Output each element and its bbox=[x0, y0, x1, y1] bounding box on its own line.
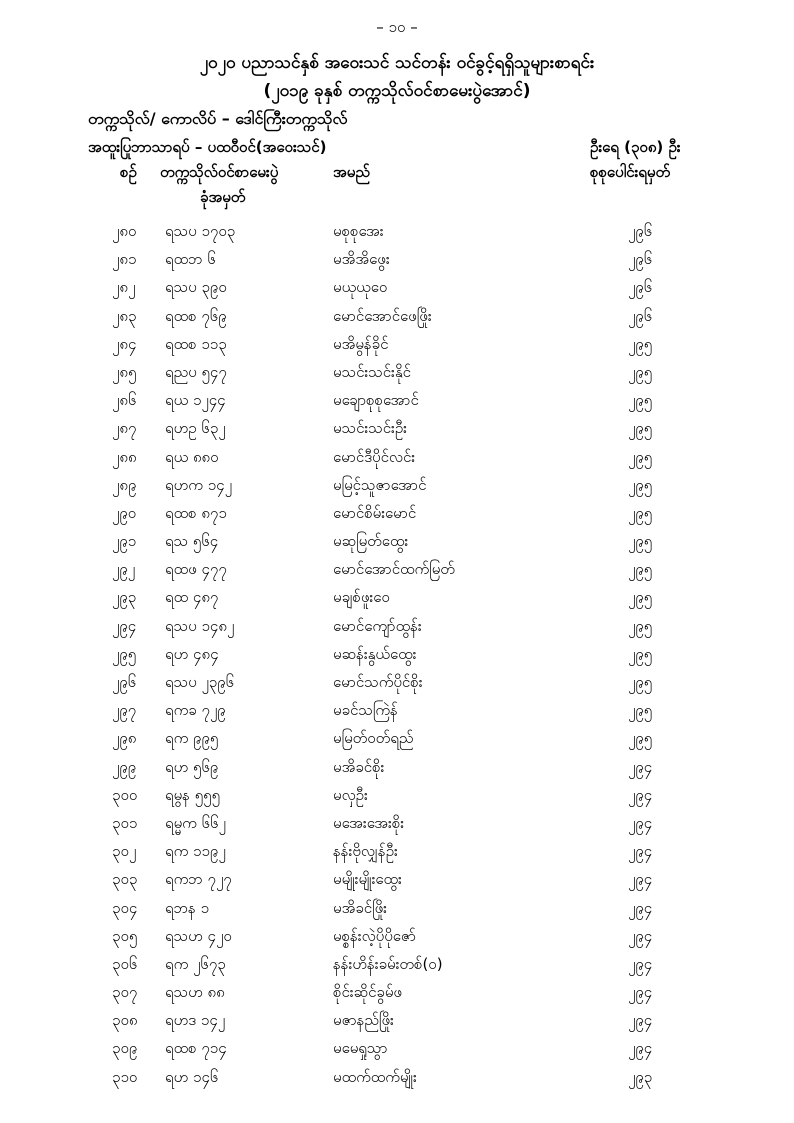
total-marks: ၂၉၄ bbox=[628, 757, 653, 776]
roll-number: ရယ ၁၂၄၄ bbox=[165, 391, 226, 410]
row-number: ၃၀၈ bbox=[112, 1011, 138, 1030]
table-row bbox=[0, 560, 794, 588]
row-number: ၃၀၉ bbox=[112, 1039, 138, 1058]
student-name: မအိခင်ဖြိုး bbox=[333, 898, 387, 917]
roll-number: ရဟ ၁၄၆ bbox=[165, 1067, 219, 1086]
student-name: မောင်သက်ပိုင်စိုး bbox=[333, 673, 423, 691]
student-name: မသင်းသင်းနိုင် bbox=[333, 362, 411, 381]
table-row bbox=[0, 307, 794, 335]
total-marks: ၂၉၄ bbox=[628, 954, 653, 973]
column-header-marks: စုစုပေါင်းရမှတ် bbox=[590, 163, 671, 181]
roll-number: ရသပ ၃၉၀ bbox=[165, 278, 227, 297]
total-marks: ၂၉၅ bbox=[628, 503, 653, 522]
row-number: ၂၉၃ bbox=[112, 588, 137, 607]
row-number: ၂၈၁ bbox=[112, 250, 137, 269]
total-marks: ၂၉၅ bbox=[628, 560, 653, 579]
total-marks: ၂၉၄ bbox=[628, 1011, 653, 1030]
total-marks: ၂၉၅ bbox=[628, 475, 653, 494]
roll-number: ရသဟ ၄၂၀ bbox=[165, 926, 232, 945]
total-marks: ၂၉၅ bbox=[628, 588, 653, 607]
table-row bbox=[0, 1068, 794, 1096]
roll-number: ရသပ ၁၇၀၃ bbox=[165, 222, 236, 240]
student-name: မအိမွန်ခိုင် bbox=[333, 334, 389, 353]
table-row bbox=[0, 419, 794, 447]
column-header-name: အမည် bbox=[333, 163, 370, 181]
table-row bbox=[0, 363, 794, 391]
student-name: မဆုမြတ်ထွေး bbox=[333, 532, 409, 551]
student-name: မအိအိဖွေး bbox=[333, 250, 390, 269]
row-number: ၃၀၃ bbox=[112, 870, 138, 889]
row-number: ၃၁၀ bbox=[112, 1067, 138, 1086]
roll-number: ရဟ ၅၆၉ bbox=[165, 757, 219, 776]
roll-number: ရဟက ၁၄၂ bbox=[165, 475, 232, 494]
column-header-no: စဉ် bbox=[120, 163, 137, 181]
student-name: မချောစုစုအောင် bbox=[333, 391, 419, 410]
student-list bbox=[0, 222, 794, 1096]
total-marks: ၂၉၃ bbox=[628, 1067, 653, 1086]
total-marks: ၂၉၄ bbox=[628, 842, 653, 861]
student-name: မလှဦး bbox=[333, 785, 368, 804]
roll-number: ရက ၂၆၇၃ bbox=[165, 954, 226, 973]
roll-number: ရက ၉၉၅ bbox=[165, 729, 219, 748]
table-row bbox=[0, 927, 794, 955]
roll-number: ရထစ ၇၆၉ bbox=[165, 306, 227, 325]
table-row bbox=[0, 899, 794, 927]
table-row bbox=[0, 645, 794, 673]
total-marks: ၂၉၅ bbox=[628, 729, 653, 748]
row-number: ၃၀၅ bbox=[112, 926, 138, 945]
row-number: ၂၈၆ bbox=[112, 391, 137, 410]
row-number: ၃၀၄ bbox=[112, 898, 138, 917]
table-row bbox=[0, 504, 794, 532]
student-name: မောင်အောင်ဖေဖြိုး bbox=[333, 306, 432, 325]
total-marks: ၂၉၅ bbox=[628, 701, 653, 720]
table-row bbox=[0, 476, 794, 504]
total-marks: ၂၉၆ bbox=[628, 250, 653, 269]
page-number: – ၁၀ – bbox=[376, 18, 418, 36]
roll-number: ရထစ ၇၁၄ bbox=[165, 1039, 227, 1058]
student-name: နန်းဗိုလျှန်ဦး bbox=[333, 842, 398, 861]
table-row bbox=[0, 588, 794, 616]
row-number: ၂၉၄ bbox=[112, 616, 137, 635]
roll-number: ရဟ ၄၈၄ bbox=[165, 644, 219, 663]
student-name: မစုစုအေး bbox=[333, 222, 384, 240]
table-row bbox=[0, 870, 794, 898]
student-name: မသင်းသင်းဦး bbox=[333, 419, 407, 438]
column-header-roll: တက္ကသိုလ်ဝင်စာမေးပွဲ bbox=[160, 163, 279, 181]
table-row bbox=[0, 758, 794, 786]
student-name: နန်းဟိန်းခမ်းတစ်(ဝ) bbox=[333, 954, 443, 973]
student-name: မဆန်းနွယ်ထွေး bbox=[333, 644, 417, 663]
table-row bbox=[0, 222, 794, 250]
table-row bbox=[0, 842, 794, 870]
row-number: ၃၀၀ bbox=[112, 785, 138, 804]
row-number: ၂၉၈ bbox=[112, 729, 137, 748]
student-name: မယုယုဝေ bbox=[333, 278, 388, 297]
major-line: အထူးပြုဘာသာရပ် – ပထဝီဝင်(အဝေးသင်) bbox=[88, 138, 327, 156]
table-row bbox=[0, 701, 794, 729]
total-marks: ၂၉၅ bbox=[628, 447, 653, 466]
student-name: မအေးအေးစိုး bbox=[333, 813, 405, 832]
total-marks: ၂၉၄ bbox=[628, 785, 653, 804]
total-marks: ၂၉၆ bbox=[628, 222, 653, 240]
student-name: မအိခင်စိုး bbox=[333, 757, 385, 776]
column-header-roll-2: ခုံအမှတ် bbox=[200, 188, 246, 206]
row-number: ၂၈၉ bbox=[112, 475, 137, 494]
table-row bbox=[0, 532, 794, 560]
total-marks: ၂၉၅ bbox=[628, 616, 653, 635]
row-number: ၂၉၂ bbox=[112, 560, 136, 579]
student-name: မမြင့်သူဇာအောင် bbox=[333, 475, 427, 494]
total-marks: ၂၉၄ bbox=[628, 898, 653, 917]
student-name: မထက်ထက်မျိုး bbox=[333, 1067, 417, 1086]
student-name: မောင်ကျော်ထွန်း bbox=[333, 616, 422, 635]
student-name: မမြတ်ဝတ်ရည် bbox=[333, 729, 414, 748]
roll-number: ရထစ ၈၇၁ bbox=[165, 503, 227, 522]
student-name: မမျိုးမျိုးထွေး bbox=[333, 870, 402, 889]
roll-number: ရထဘ ၆ bbox=[165, 250, 216, 269]
table-row bbox=[0, 729, 794, 757]
total-marks: ၂၉၅ bbox=[628, 391, 653, 410]
document-title: ၂၀၂၀ ပညာသင်နှစ် အဝေးသင် သင်တန်း ဝင်ခွင့်ရရှိသူများစာရင်း bbox=[199, 53, 595, 73]
student-name: မစ္စန်းလဲ့ပိုပိုဇော် bbox=[333, 926, 416, 945]
row-number: ၂၈၃ bbox=[112, 306, 137, 325]
roll-number: ရသပ ၂၃၉၆ bbox=[165, 673, 235, 691]
total-marks: ၂၉၄ bbox=[628, 926, 653, 945]
roll-number: ရညပ ၅၄၇ bbox=[165, 362, 227, 381]
row-number: ၂၉၁ bbox=[112, 532, 137, 551]
table-row bbox=[0, 814, 794, 842]
roll-number: ရထဖ ၄၇၇ bbox=[165, 560, 227, 579]
row-number: ၂၈၅ bbox=[112, 362, 137, 381]
student-name: မမေရှုသွာ bbox=[333, 1039, 388, 1058]
total-marks: ၂၉၅ bbox=[628, 334, 653, 353]
table-row bbox=[0, 250, 794, 278]
total-count: ဦးရေ (၃၀၈) ဦး bbox=[590, 138, 681, 156]
roll-number: ရမွန ၅၅၅ bbox=[165, 785, 221, 804]
student-name: စိုင်းဆိုင်ခွမ်ဖ bbox=[333, 983, 402, 1002]
roll-number: ရဟဒ ၁၄၂ bbox=[165, 1011, 226, 1030]
row-number: ၂၈၄ bbox=[112, 334, 137, 353]
student-name: မောင်စိမ်းမောင် bbox=[333, 503, 417, 522]
row-number: ၂၉၉ bbox=[112, 757, 137, 776]
total-marks: ၂၉၄ bbox=[628, 870, 653, 889]
roll-number: ရကခ ၇၂၉ bbox=[165, 701, 226, 720]
total-marks: ၂၉၅ bbox=[628, 644, 653, 663]
row-number: ၃၀၂ bbox=[112, 842, 137, 861]
table-row bbox=[0, 955, 794, 983]
roll-number: ရမ္မက ၆၆၂ bbox=[165, 813, 226, 832]
total-marks: ၂၉၄ bbox=[628, 983, 653, 1002]
roll-number: ရထ ၄၈၇ bbox=[165, 588, 219, 607]
total-marks: ၂၉၆ bbox=[628, 306, 653, 325]
table-row bbox=[0, 278, 794, 306]
table-row bbox=[0, 673, 794, 701]
total-marks: ၂၉၄ bbox=[628, 1039, 653, 1058]
student-name: မောင်ဒီပိုင်လင်း bbox=[333, 447, 416, 466]
table-row bbox=[0, 1039, 794, 1067]
table-row bbox=[0, 617, 794, 645]
student-name: မခင်သကြဲန် bbox=[333, 701, 398, 720]
total-marks: ၂၉၅ bbox=[628, 362, 653, 381]
roll-number: ရယ ၈၈၀ bbox=[165, 447, 219, 466]
table-row bbox=[0, 391, 794, 419]
row-number: ၂၈၇ bbox=[112, 419, 137, 438]
row-number: ၂၈၂ bbox=[112, 278, 136, 297]
roll-number: ရကဘ ၇၂၇ bbox=[165, 870, 232, 889]
row-number: ၃၀၆ bbox=[112, 954, 138, 973]
row-number: ၂၉၀ bbox=[112, 503, 137, 522]
row-number: ၂၉၅ bbox=[112, 644, 137, 663]
roll-number: ရဟဥ ၆၃၂ bbox=[165, 419, 226, 438]
total-marks: ၂၉၅ bbox=[628, 532, 653, 551]
row-number: ၂၉၆ bbox=[112, 673, 137, 691]
row-number: ၃၀၁ bbox=[112, 813, 138, 832]
document-subtitle: (၂၀၁၉ ခုနှစ် တက္ကသိုလ်ဝင်စာမေးပွဲအောင်) bbox=[263, 81, 531, 101]
table-row bbox=[0, 448, 794, 476]
roll-number: ရက ၁၁၉၂ bbox=[165, 842, 226, 861]
total-marks: ၂၉၆ bbox=[628, 278, 653, 297]
total-marks: ၂၉၅ bbox=[628, 419, 653, 438]
row-number: ၂၉၇ bbox=[112, 701, 137, 720]
roll-number: ရသ ၅၆၄ bbox=[165, 532, 219, 551]
table-row bbox=[0, 983, 794, 1011]
table-row bbox=[0, 786, 794, 814]
total-marks: ၂၉၅ bbox=[628, 673, 653, 691]
row-number: ၃၀၇ bbox=[112, 983, 138, 1002]
university-line: တက္ကသိုလ်/ ကောလိပ် – ဒေါင်ကြီးတက္ကသိုလ် bbox=[88, 109, 348, 128]
total-marks: ၂၉၄ bbox=[628, 813, 653, 832]
roll-number: ရထစ ၁၁၃ bbox=[165, 334, 227, 353]
row-number: ၂၈၀ bbox=[112, 222, 137, 240]
student-name: မောင်အောင်ထက်မြတ် bbox=[333, 560, 455, 579]
row-number: ၂၈၈ bbox=[112, 447, 137, 466]
roll-number: ရသပ ၁၄၈၂ bbox=[165, 616, 235, 635]
table-row bbox=[0, 335, 794, 363]
roll-number: ရဘန ၁ bbox=[165, 898, 210, 917]
student-name: မချစ်ဖူးဝေ bbox=[333, 588, 390, 607]
roll-number: ရသဟ ၈၈ bbox=[165, 983, 225, 1002]
table-row bbox=[0, 1011, 794, 1039]
student-name: မဇာနည်ဖြိုး bbox=[333, 1011, 394, 1030]
